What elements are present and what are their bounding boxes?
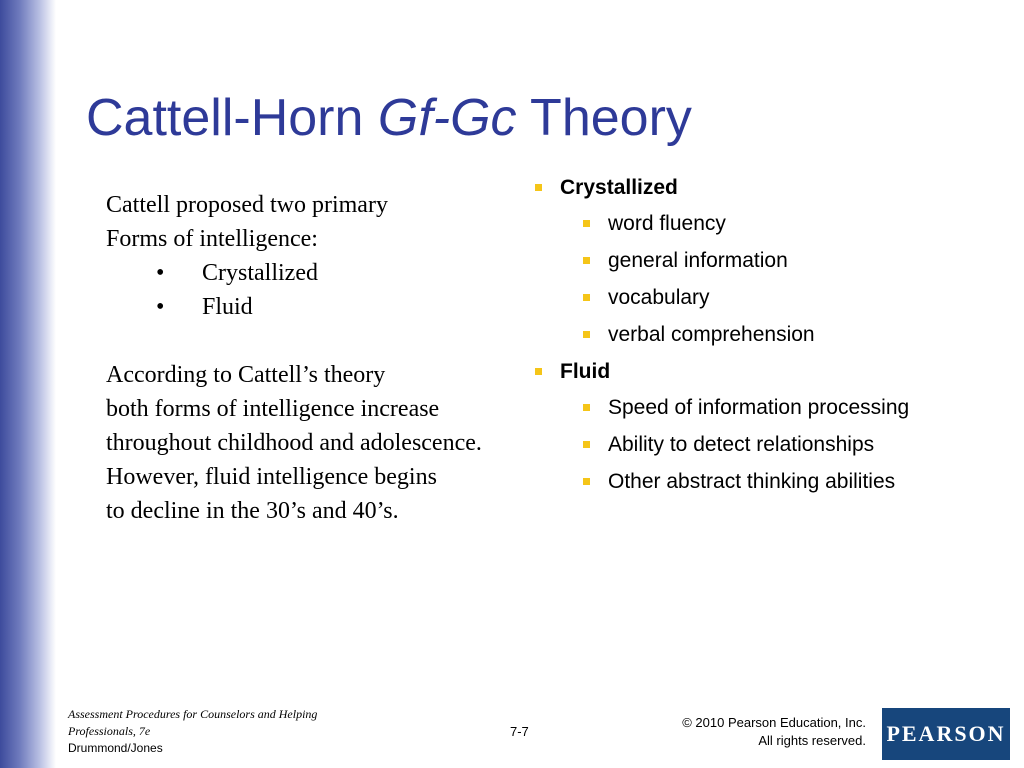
bullet-label: Fluid: [202, 294, 253, 320]
list-item-label: vocabulary: [608, 286, 710, 309]
bullet-icon: •: [156, 294, 165, 320]
paragraph-spacer: [106, 324, 566, 358]
left-bullet-item: [106, 256, 566, 290]
list-item-label: Other abstract thinking abilities: [608, 470, 896, 493]
list-item-label: general information: [608, 249, 788, 272]
decorative-sidebar: [0, 0, 56, 768]
square-bullet-icon: [583, 441, 590, 448]
list-item: [583, 210, 965, 238]
right-bullet-list: [535, 174, 965, 505]
list-group-heading: [535, 358, 965, 386]
list-item: [583, 431, 965, 459]
paragraph-line: to decline in the 30’s and 40’s.: [106, 498, 399, 524]
left-text-block: [106, 188, 566, 528]
paragraph-line: According to Cattell’s theory: [106, 362, 386, 388]
square-bullet-icon: [583, 294, 590, 301]
paragraph-line: both forms of intelligence increase: [106, 396, 440, 422]
list-item: [583, 247, 965, 275]
footer-citation: [68, 706, 317, 757]
book-authors: Drummond/Jones: [68, 741, 163, 755]
paragraph-line: However, fluid intelligence begins: [106, 464, 437, 490]
list-group-heading: [535, 174, 965, 202]
intro-line-2: Forms of intelligence:: [106, 226, 318, 252]
list-item-label: Speed of information processing: [608, 396, 910, 419]
intro-line-1: Cattell proposed two primary: [106, 192, 388, 218]
list-item-label: verbal comprehension: [608, 323, 815, 346]
list-item: [583, 284, 965, 312]
list-item: [583, 468, 965, 496]
copyright-line-1: © 2010 Pearson Education, Inc.: [682, 715, 866, 730]
left-bullet-item: [106, 290, 566, 324]
square-bullet-icon: [583, 404, 590, 411]
group-label-fluid: Fluid: [560, 360, 611, 383]
list-item: [583, 321, 965, 349]
title-part-2: Theory: [516, 89, 692, 147]
slide-title: [86, 89, 692, 147]
list-item-label: Ability to detect relationships: [608, 433, 875, 456]
title-part-1: Cattell-Horn: [86, 89, 378, 147]
page-number: 7-7: [510, 724, 529, 739]
bullet-icon: •: [156, 260, 165, 286]
logo-text: PEARSON: [886, 721, 1006, 746]
list-item: [583, 394, 965, 422]
square-bullet-icon: [583, 478, 590, 485]
book-title-line-2: Professionals, 7e: [68, 724, 151, 738]
square-bullet-icon: [583, 257, 590, 264]
group-label-crystallized: Crystallized: [560, 176, 678, 199]
square-bullet-icon: [535, 184, 542, 191]
book-title-line-1: Assessment Procedures for Counselors and Helping: [68, 707, 318, 721]
square-bullet-icon: [535, 368, 542, 375]
copyright-notice: [682, 714, 866, 750]
bullet-label: Crystallized: [202, 260, 318, 286]
pearson-logo: [882, 708, 1010, 760]
square-bullet-icon: [583, 331, 590, 338]
title-italic: Gf-Gc: [377, 89, 517, 147]
copyright-line-2: All rights reserved.: [758, 733, 866, 748]
paragraph-line: throughout childhood and adolescence.: [106, 430, 482, 456]
list-item-label: word fluency: [608, 212, 726, 235]
square-bullet-icon: [583, 220, 590, 227]
